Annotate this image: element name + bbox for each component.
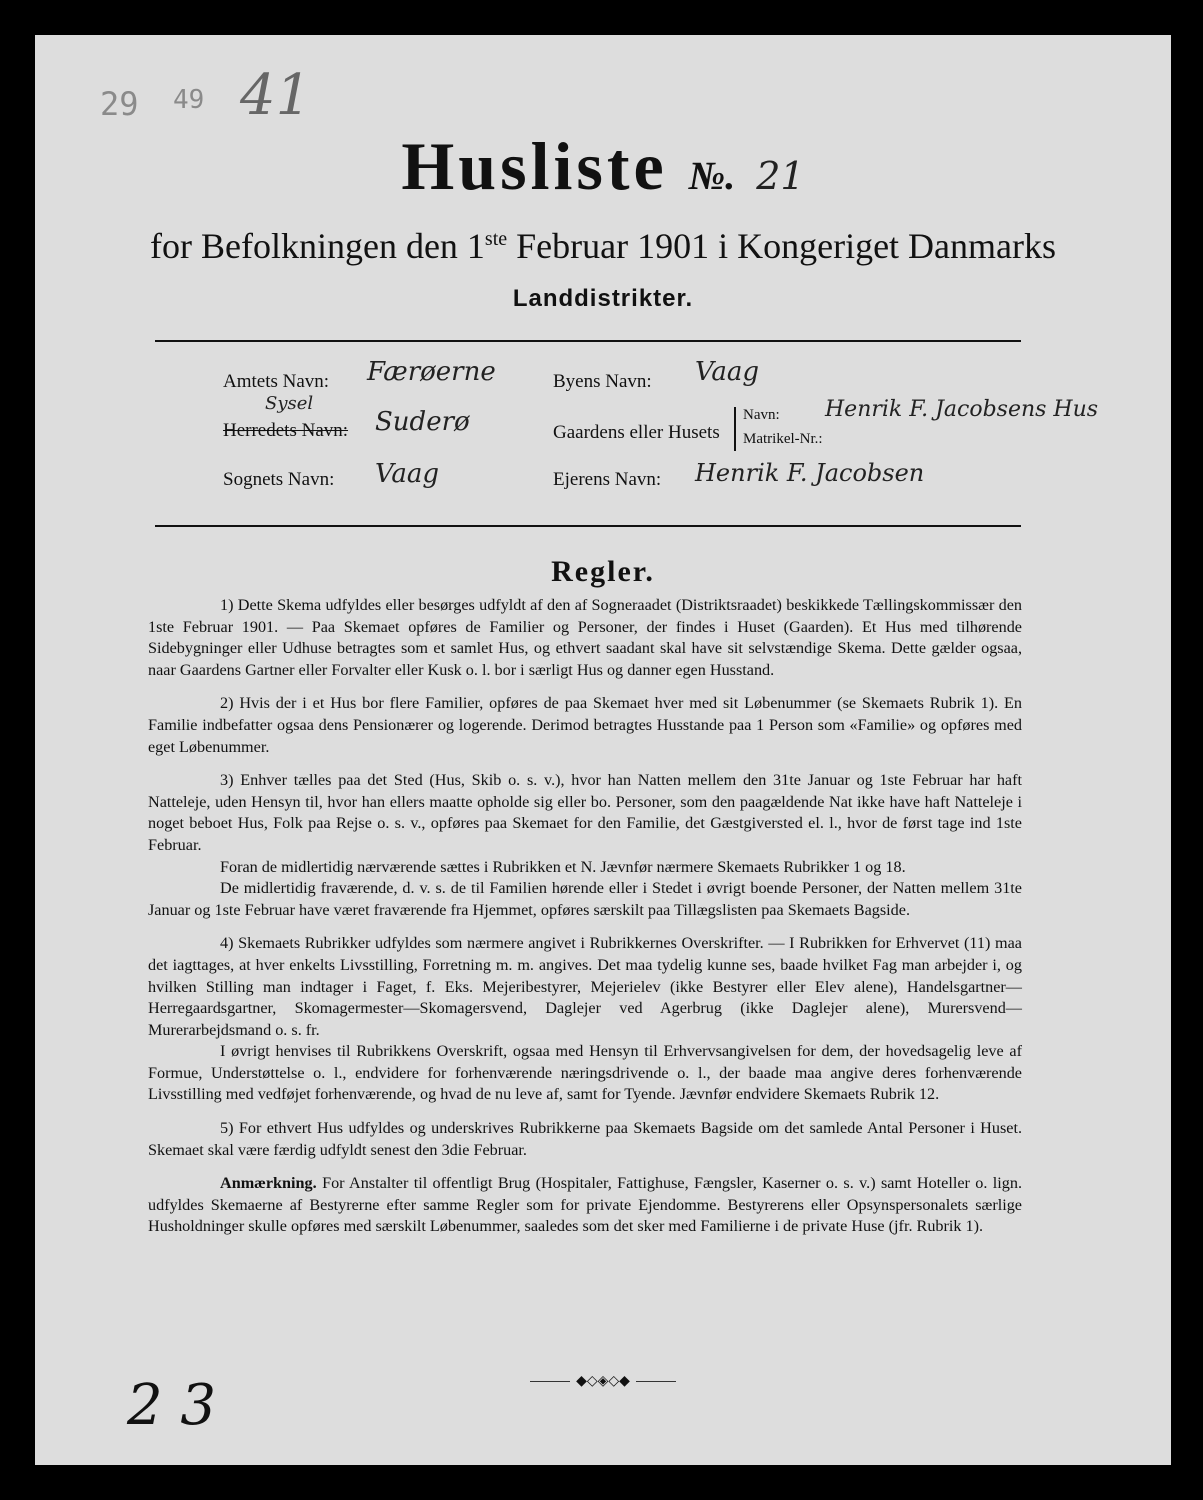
title-number-value: 21 bbox=[756, 154, 805, 198]
navn-label: Navn: bbox=[743, 407, 780, 423]
rule-2: 2) Hvis der i et Hus bor flere Familier, opføres de paa Skemaet hver med sit Løbenummer (se Skemaets Rubrik 1). En Familie indbefatter ogsaa dens Pensionærer og logerende. Derimod betragtes Husstande paa 1 Person som «Familie» og opføres med eget Løbenummer. bbox=[148, 694, 1022, 756]
ejer-value: Henrik F. Jacobsen bbox=[695, 459, 925, 487]
ornament-glyph: ◆◇◈◇◆ bbox=[576, 1373, 630, 1389]
herred-label: Herredets Navn: bbox=[223, 420, 349, 441]
rule-3-foran: Foran de midlertidig nærværende sættes i Rubrikken et N. Jævnfør nærmere Skemaets Rubrikker 1 og 18. bbox=[220, 857, 906, 876]
archive-stamp-number: 29 bbox=[100, 85, 139, 123]
title-number-label: №. bbox=[688, 153, 736, 198]
sogn-value: Vaag bbox=[375, 459, 440, 489]
amt-value: Færøerne bbox=[367, 357, 496, 387]
subtitle-sup: ste bbox=[484, 228, 508, 250]
subtitle-part-2: Februar 1901 i Kongeriget Danmarks bbox=[516, 226, 1056, 266]
herred-correction: Sysel bbox=[265, 393, 314, 414]
divider-bottom bbox=[155, 525, 1021, 527]
form-sheet bbox=[35, 35, 1171, 1465]
navn-value: Henrik F. Jacobsens Hus bbox=[825, 397, 1099, 422]
by-value: Vaag bbox=[695, 357, 760, 387]
archive-stamp-number-2: 49 bbox=[173, 85, 205, 115]
matrikel-label: Matrikel-Nr.: bbox=[743, 431, 823, 447]
ejer-label: Ejerens Navn: bbox=[553, 469, 662, 490]
note-text: For Anstalter til offentligt Brug (Hospitaler, Fattighuse, Fængsler, Kaserner o. s. v.) samt Hoteller o. lign. udfyldes Skemaerne af Bestyrerne efter samme Regler som for private Ejendomme. Bestyrerens eller Opsynspersonalets særlige Husholdninger skulle opføres med særskilt Løbenummer, saaledes som det sker med Familierne i de private Huse (jfr. Rubrik 1). bbox=[148, 1174, 1022, 1236]
note-label: Anmærkning. bbox=[220, 1174, 317, 1193]
rule-5: 5) For ethvert Hus udfyldes og underskrives Rubrikkerne paa Skemaets Bagside om det samlede Antal Personer i Huset. Skemaet skal være færdig udfyldt senest den 3die Februar. bbox=[148, 1119, 1022, 1159]
divider-top bbox=[155, 340, 1021, 342]
subtitle-district: Landdistrikter. bbox=[512, 285, 694, 312]
title-main: Husliste bbox=[401, 128, 668, 204]
subtitle bbox=[35, 225, 1171, 267]
rule-3: 3) Enhver tælles paa det Sted (Hus, Skib o. s. v.), hvor han Natten mellem den 31te Januar og 1ste Februar har haft Natteleje, uden Hensyn til, hvor han ellers maatte opholde sig eller bo. Personer, som den paagældende Nat ikke have haft Natteleje i noget beboet Hus, Folk paa Rejse o. s. v., opføres paa Skemaet for den Familie, det Gæstgiversted el. l., hvor de først tage ind 1ste Februar. bbox=[148, 771, 1022, 854]
ornament-line-right bbox=[636, 1381, 676, 1382]
handwritten-archive-number: 41 bbox=[240, 63, 312, 128]
ornament-line-left bbox=[530, 1381, 570, 1382]
rules-body bbox=[148, 595, 1022, 1238]
rule-4-ovrigt: I øvrigt henvises til Rubrikkens Overskrift, ogsaa med Hensyn til Erhvervsangivelsen for dem, der hovedsagelig leve af Formue, Understøttelse o. l., endvidere for forhenværende næringsdrivende o. l., der baade maa angive deres forhenværende Livsstilling med vedføjet forhenværende, og hvad de nu leve af, samt for Tyende. Jævnfør endvidere Skemaets Rubrik 12. bbox=[148, 1042, 1022, 1104]
rule-3-fravaerende: De midlertidig fraværende, d. v. s. de til Familien hørende eller i Stedet i øvrigt boende Personer, der Natten mellem 31te Januar og 1ste Februar have været fraværende fra Hjemmet, opføres særskilt paa Tillægslisten paa Skemaets Bagside. bbox=[148, 879, 1022, 919]
page-title bbox=[35, 127, 1171, 206]
handwritten-page-number: 2 3 bbox=[127, 1373, 217, 1438]
gaard-bracket bbox=[734, 407, 736, 451]
rules-heading: Regler. bbox=[551, 555, 655, 588]
rule-4: 4) Skemaets Rubrikker udfyldes som nærmere angivet i Rubrikkernes Overskrifter. — I Rubrikken for Erhvervet (11) maa det iagttages, at hver enkelts Livsstilling, Forretning m. m. angives. Det maa tydelig kunne ses, baade hvilket Fag man arbejder i, og hvilken Stilling man indtager i Faget, f. Eks. Mejeribestyrer, Mejerielev (ikke Bestyrer eller Elev alene), Handelsgartner—Herregaardsgartner, Skomagermester—Skomagersvend, Daglejer ved Agerbrug (ikke Daglejer alene), Murersvend—Murerarbejdsmand o. s. fr. bbox=[148, 934, 1022, 1039]
note bbox=[148, 1173, 1022, 1238]
subtitle-part-1: for Befolkningen den 1 bbox=[150, 226, 485, 266]
gaard-label: Gaardens eller Husets bbox=[553, 422, 720, 443]
herred-value: Suderø bbox=[375, 407, 470, 437]
amt-label: Amtets Navn: bbox=[223, 371, 330, 392]
sogn-label: Sognets Navn: bbox=[223, 469, 335, 490]
by-label: Byens Navn: bbox=[553, 371, 652, 392]
rule-1: 1) Dette Skema udfyldes eller besørges udfyldt af den af Sogneraadet (Distriktsraadet) beskikkede Tællingskommissær den 1ste Februar 1901. — Paa Skemaet opføres de Familier og Personer, der findes i Huset (Gaarden). Et Hus med tilhørende Sidebygninger eller Udhuse betragtes som et samlet Hus, og ethvert saadant skal have sit selvstændige Skema. Dette gælder ogsaa, naar Gaardens Gartner eller Forvalter eller Kusk o. l. bor i særligt Hus og danner egen Husstand. bbox=[148, 596, 1022, 679]
